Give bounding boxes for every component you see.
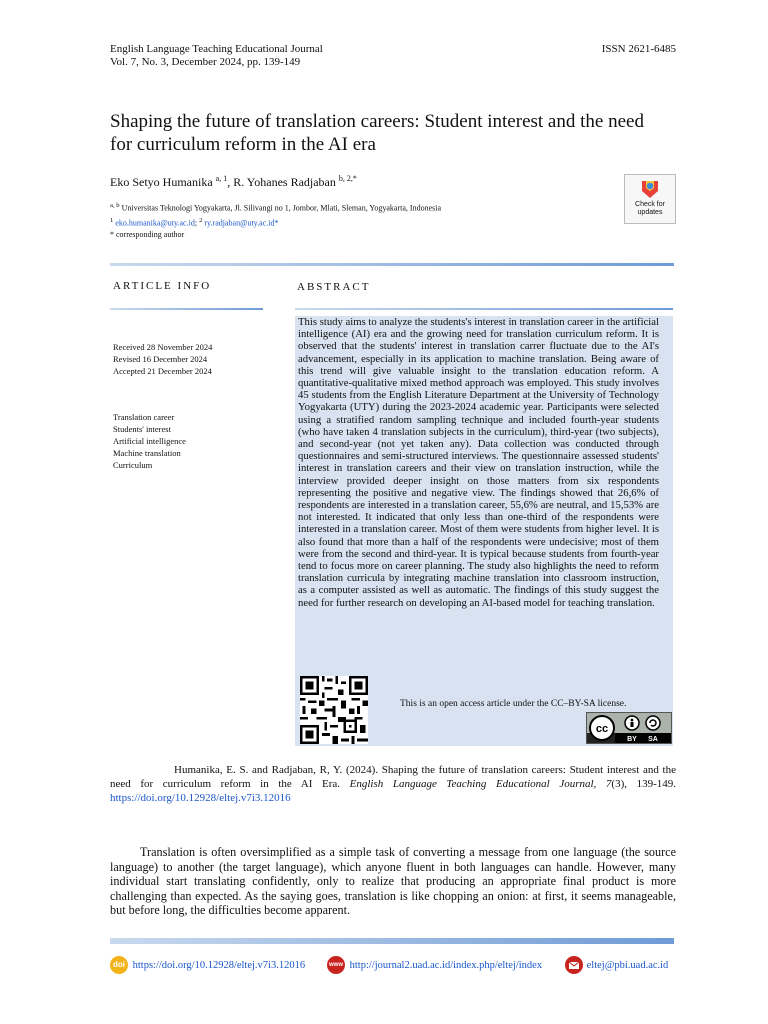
keyword: Curriculum bbox=[113, 460, 153, 470]
web-icon bbox=[327, 956, 345, 974]
doi-badge: doi bbox=[113, 960, 125, 969]
keyword: Artificial intelligence bbox=[113, 436, 186, 446]
footer-doi[interactable] bbox=[110, 957, 305, 975]
accepted-date: Accepted 21 December 2024 bbox=[113, 366, 212, 376]
issn: ISSN 2621-6485 bbox=[601, 43, 676, 55]
corresponding-author: * corresponding author bbox=[110, 230, 185, 240]
check-for-updates-badge[interactable] bbox=[624, 174, 676, 224]
abstract-text: This study aims to analyze the students's interest in translation career in the artificial intelligence (AI) era and the growing need for translation curriculum reform. It is observed that the students' interest in translation carrer fluctuate due to the AI's advancement, especially in its application to machine translation. Being aware of this trend will give valuable insight to the translation education reform. A quantitative-qualitative mixed method approach was employed. This study involves 45 students from the English Literature Department at the University of Technology Yogyakarta (UTY) during the 2023-2024 academic year. Participants were selected using a stratified random sampling technique and included fourth-year students (who have taken 4 translation subjects in the curriculum), third-year (two subjects), and second-year (not yet taken any). Data collection was conducted through questionnaires and semi-structured interviews. The questionnaire assessed students' interest in translation careers and their view on translation instruction, while the interview provided deeper insight on those matters from six respondents representing the positive and negative view. The findings showed that 26,6% of respondents are interested in a translation career, 55,6% are neutral, and 15,53% are not interested. It indicated that only less than one-third of the respondents were interested in a translation career. Most of them were students from higher level. It is also found that more than a half of the respondents were undecisive; most of them were from the second and third-year. It is typical because students from fourth-year tend to focus more on career planning. The study also highlights the need to reform translation curricula by integrating machine translation into classroom instruction, as a computer assisted as well as automatic. The findings of this study suggest the need for further research on developing an AI-based model for teaching translation. bbox=[298, 316, 659, 609]
affiliation: Universitas Teknologi Yogyakarta, Jl. Silivangi no 1, Jombor, Mlati, Sleman, Yogyakarta, Indonesia bbox=[119, 203, 442, 213]
received-date: Received 28 November 2024 bbox=[113, 342, 213, 352]
citation-issue: (3), 139-149. bbox=[611, 778, 676, 790]
qr-code-icon[interactable] bbox=[298, 676, 370, 744]
doi-icon bbox=[110, 956, 128, 974]
keyword: Machine translation bbox=[113, 448, 181, 458]
author-1-sup: a, 1 bbox=[215, 174, 228, 183]
footer-email[interactable] bbox=[565, 957, 668, 975]
abstract-heading: ABSTRACT bbox=[297, 281, 371, 293]
journal-header bbox=[110, 43, 323, 69]
citation-journal: English Language Teaching Educational Journal, 7 bbox=[349, 778, 612, 790]
crossmark-icon bbox=[641, 179, 659, 199]
mail-icon bbox=[565, 956, 583, 974]
affiliations bbox=[110, 200, 441, 241]
citation bbox=[110, 763, 676, 805]
keyword: Students' interest bbox=[113, 424, 171, 434]
footer-rule bbox=[110, 938, 674, 944]
author-2: R. Yohanes Radjaban bbox=[233, 175, 336, 189]
footer-doi-link[interactable]: https://doi.org/10.12928/eltej.v7i3.12016 bbox=[132, 960, 306, 972]
revised-date: Revised 16 December 2024 bbox=[113, 354, 208, 364]
svg-text:cc: cc bbox=[595, 723, 609, 735]
article-info-heading: ARTICLE INFO bbox=[113, 280, 212, 292]
citation-doi-link[interactable]: https://doi.org/10.12928/eltej.v7i3.12016 bbox=[110, 792, 291, 804]
keywords bbox=[113, 411, 186, 471]
footer-website[interactable] bbox=[327, 957, 542, 975]
article-info-rule bbox=[110, 308, 263, 310]
affiliation-line bbox=[110, 200, 441, 215]
keyword: Translation career bbox=[113, 412, 175, 422]
history-dates bbox=[113, 341, 212, 377]
affil-sup: a, b bbox=[110, 202, 120, 209]
author-1: Eko Setyo Humanika bbox=[110, 175, 213, 189]
abstract-rule bbox=[295, 308, 673, 310]
footer-website-link[interactable]: http://journal2.uad.ac.id/index.php/eltej/index bbox=[349, 960, 543, 972]
license-text: This is an open access article under the CC–BY-SA license. bbox=[400, 699, 627, 709]
footer-email-link[interactable]: eltej@pbi.uad.ac.id bbox=[586, 960, 669, 972]
email-1-link[interactable]: eko.humanika@uty.ac.id bbox=[113, 218, 195, 228]
www-badge: www bbox=[328, 962, 343, 968]
paper-title: Shaping the future of translation careers: Student interest and the need for curriculum reform in the AI era bbox=[110, 111, 644, 155]
email-sup-2: 2 bbox=[199, 216, 203, 224]
volume-info: Vol. 7, No. 3, December 2024, pp. 139-149 bbox=[110, 56, 301, 68]
section-divider bbox=[110, 263, 674, 266]
author-line bbox=[110, 174, 357, 190]
body-paragraph: Translation is often oversimplified as a simple task of converting a message from one language (the source language) to another (the target language), which anyone fluent in both languages can handle. However, many individual start translating confidently, only to realize that producing an appropriate final product is more challenging than expected. As the saying goes, translation is like chopping an onion: at first, it seems manageable, but before long, the difficulties become apparent. bbox=[110, 845, 676, 917]
citation-text: Humanika, E. S. and Radjaban, R, Y. (2024). Shaping the future of translation careers: Student interest and the need for curriculum reform in the AI Era. bbox=[110, 764, 676, 790]
cc-sa-label: SA bbox=[648, 736, 658, 743]
email-sup-1: 1 bbox=[110, 216, 114, 224]
email-line bbox=[110, 215, 441, 230]
email-2-link[interactable]: ry.radjaban@uty.ac.id* bbox=[202, 218, 279, 228]
cc-by-label: BY bbox=[627, 736, 637, 743]
crossmark-label: Check for updates bbox=[635, 201, 665, 216]
cc-by-sa-badge[interactable] bbox=[586, 712, 672, 744]
author-separator: , bbox=[227, 175, 234, 189]
journal-name: English Language Teaching Educational Journal bbox=[110, 43, 323, 55]
email-separator: ; bbox=[194, 218, 200, 228]
author-2-sup: b, 2,* bbox=[338, 174, 357, 183]
